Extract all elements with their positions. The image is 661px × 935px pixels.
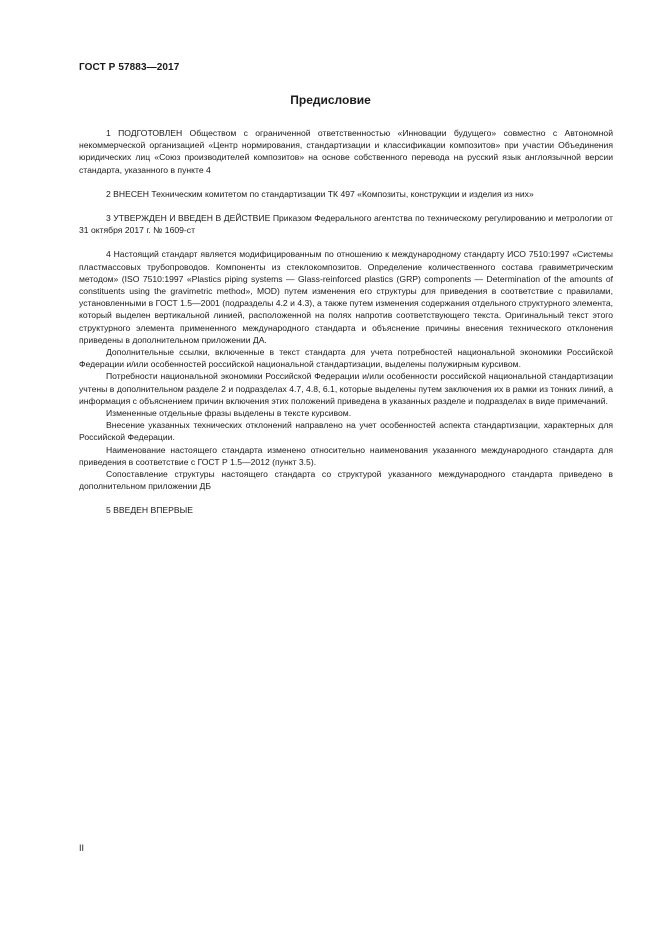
paragraph: 1 ПОДГОТОВЛЕН Обществом с ограниченной ответственностью «Инновации будущего» совместно с Автономной некоммерческой организацией «Центр нормирования, стандартизации и классификации композитов» при участии Объединения юридических лиц «Союз производителей композитов» на основе собственного перевода на русский язык англоязычной версии стандарта, указанного в пункте 4 bbox=[79, 128, 613, 175]
paragraph: 5 ВВЕДЕН ВПЕРВЫЕ bbox=[106, 505, 193, 516]
paragraph: Наименование настоящего стандарта изменено относительно наименования указанного международного стандарта для приведения в соответствие с ГОСТ Р 1.5—2012 (пункт 3.5). bbox=[79, 444, 613, 467]
page-title: Предисловие bbox=[290, 93, 371, 107]
standard-code: ГОСТ Р 57883—2017 bbox=[79, 62, 180, 73]
foreword-body bbox=[79, 127, 613, 517]
paragraph: 3 УТВЕРЖДЕН И ВВЕДЕН В ДЕЙСТВИЕ Приказом Федерального агентства по техническому регулированию и метрологии от 31 октября 2017 г. № 1609-ст bbox=[79, 213, 613, 236]
paragraph: Сопоставление структуры настоящего стандарта со структурой указанного международного стандарта приведено в дополнительном приложении ДБ bbox=[79, 469, 613, 492]
paragraph: Дополнительные ссылки, включенные в текст стандарта для учета потребностей национальной экономики Российской Федерации и/или особенностей российской национальной стандартизации, выделены полужирным курсивом. bbox=[79, 347, 613, 370]
paragraph: 4 Настоящий стандарт является модифицированным по отношению к международному стандарту ИСО 7510:1997 «Системы пластмассовых трубопроводов. Компоненты из стеклокомпозитов. Определение количественного состава гравиметрическим методом» (ISO 7510:1997 «Plastics piping systems — Glass-reinforced plastics (GRP) components — Determination of the amounts of constituents using the gravimetric method», MOD) путем изменения его структуры для приведения в соответствие с правилами, установленными в ГОСТ 1.5—2001 (подразделы 4.2 и 4.3), а также путем изменения содержания отдельного структурного элемента, который выделен вертикальной линией, расположенной на полях напротив соответствующего текста. Оригинальный текст этого структурного элемента примененного международного стандарта и объяснение причины внесения технического отклонения приведены в дополнительном приложении ДА. bbox=[79, 249, 613, 345]
paragraph: Внесение указанных технических отклонений направлено на учет особенностей аспекта стандартизации, характерных для Российской Федерации. bbox=[79, 420, 613, 443]
paragraph: Потребности национальной экономики Российской Федерации и/или особенности российской национальной стандартизации учтены в дополнительном разделе 2 и подразделах 4.7, 4.8, 6.1, которые выделены путем заключения их в рамки из тонких линий, а информация с объяснением причин включения этих положений приведена в указанных разделе и подразделах в виде примечаний. bbox=[79, 371, 613, 406]
paragraph: 2 ВНЕСЕН Техническим комитетом по стандартизации ТК 497 «Композиты, конструкции и изделия из них» bbox=[106, 188, 534, 199]
page-number: II bbox=[79, 843, 85, 853]
paragraph: Измененные отдельные фразы выделены в тексте курсивом. bbox=[106, 408, 352, 419]
